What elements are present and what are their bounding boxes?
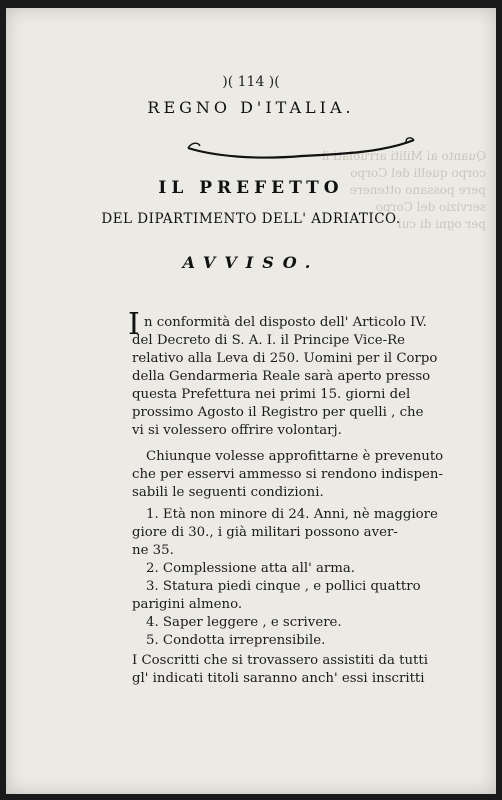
- text-line: Chiunque volesse approfittarne è prevenuto: [146, 449, 444, 464]
- text-line: 5. Condotta irreprensibile.: [146, 633, 326, 648]
- text-line: gl' indicati titoli saranno anch' essi inscritti: [132, 671, 425, 686]
- bleed-through-text: Quanto ai Militi arruolati il corpo quelli del Corpo pere possano ottenere servizio del Corpo per ogni di cui: [321, 149, 486, 231]
- notice-title: AVVISO.: [182, 253, 320, 272]
- text-line: ne 35.: [132, 543, 174, 558]
- text-line: questa Prefettura nei primi 15. giorni del: [132, 387, 411, 402]
- text-line: del Decreto di S. A. I. il Principe Vice-Re: [132, 333, 405, 348]
- text-line: I Coscritti che si trovassero assistiti da tutti: [132, 653, 428, 668]
- text-line: sabili le seguenti condizioni.: [132, 485, 324, 500]
- text-line: della Gendarmeria Reale sarà aperto presso: [132, 369, 431, 384]
- page-number: )( 114 )(: [222, 74, 280, 90]
- document-page: [6, 8, 496, 794]
- kingdom-heading: REGNO D'ITALIA.: [147, 98, 355, 117]
- text-line: 2. Complessione atta all' arma.: [146, 561, 356, 576]
- text-line: 4. Saper leggere , e scrivere.: [146, 615, 342, 630]
- text-line: vi si volessero offrire volontarj.: [132, 423, 342, 438]
- text-line: parigini almeno.: [132, 597, 243, 612]
- prefetto-heading: IL PREFETTO: [158, 178, 344, 198]
- text-line: n conformità del disposto dell' Articolo IV.: [144, 315, 427, 330]
- drop-cap: I: [128, 307, 140, 342]
- text-line: relativo alla Leva di 250. Uomini per il Corpo: [132, 351, 438, 366]
- text-line: prossimo Agosto il Registro per quelli , che: [132, 405, 424, 420]
- ornamental-rule: [184, 134, 420, 160]
- department-heading: DEL DIPARTIMENTO DELL' ADRIATICO.: [101, 211, 401, 227]
- text-line: giore di 30., i già militari possono aver-: [132, 525, 398, 540]
- text-line: 3. Statura piedi cinque , e pollici quattro: [146, 579, 421, 594]
- text-line: che per esservi ammesso si rendono indispen-: [132, 467, 443, 482]
- text-line: 1. Età non minore di 24. Anni, nè maggiore: [146, 507, 438, 522]
